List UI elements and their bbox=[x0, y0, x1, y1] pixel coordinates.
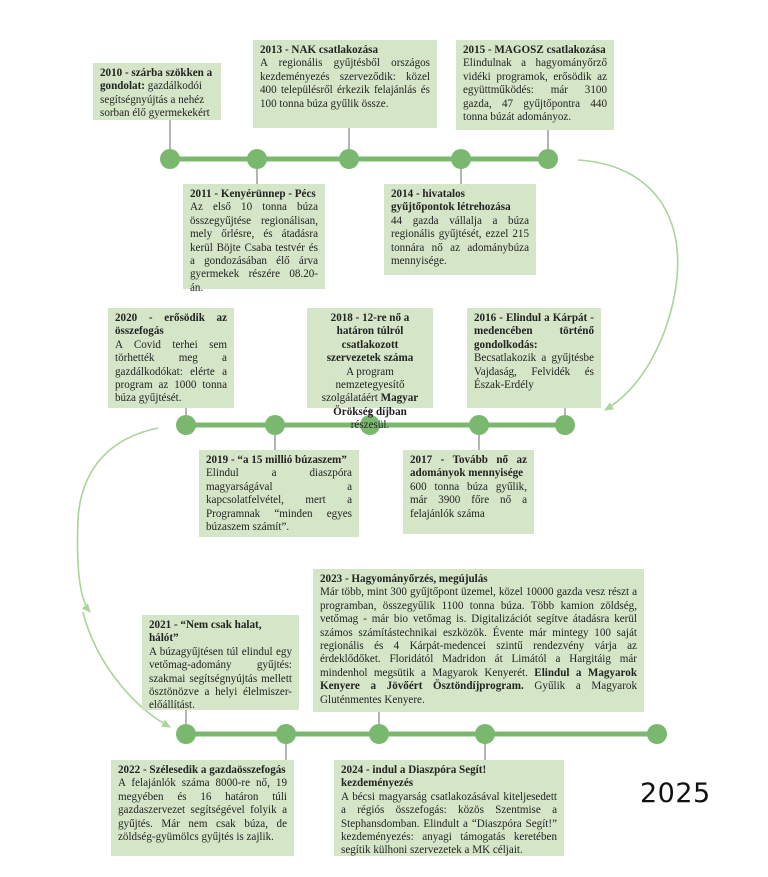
event-2024-title: 2024 - indul a Diaszpóra Segít! kezdeményezés bbox=[341, 764, 487, 790]
event-2018 bbox=[307, 308, 433, 432]
event-2013-title: 2013 - NAK csatlakozása bbox=[260, 44, 379, 56]
event-2014-text: 44 gazda vállalja a búza regionális gyűjtését, ezzel 215 tonnára nő az adománybúza mennyisége. bbox=[391, 214, 529, 268]
event-2017-text: 600 tonna búza gyűlik, már 3900 főre nő a felajánlók száma bbox=[410, 480, 527, 520]
event-2018-text: A program nemzetegyesítő szolgálatáért Magyar Örökség díjban részesül. bbox=[321, 365, 419, 432]
event-2019-text: Elindul a diaszpóra magyarságával a kapcsolatfelvétel, mert a Programnak “minden egyes búzaszem számít”. bbox=[206, 467, 352, 534]
arrow-row2-to-row3 bbox=[78, 428, 159, 612]
event-2017 bbox=[403, 450, 534, 534]
event-2024-text: A bécsi magyarság csatlakozásával kiteljesedett a régiós összefogás: közös Szentmise a Stephansdomban. Elindult a “Diaszpóra Segít!” kezdeményezés: anyagi támogatás keretében segítik külhoni szervezetek a MK céljait. bbox=[341, 790, 557, 857]
event-2023-text: Már több, mint 300 gyűjtőpont üzemel, közel 10000 gazda vesz részt a programban, összegyűlik 1100 tonna búza. Több kamion zöldség, vetőmag - már bio vetőmag is. Digitalizációt segítve átadásra kerül számos számítástechnikai eszközök. Évente már mintegy 100 saját regionális és 4 Kárpát-medencei szintű rendezvény várja az érdeklődőket. Floridától Madridon át Limától a Hargitáig már mindenhol megsütik a Magyarok Kenyerét. Elindul a Magyarok Kenyere a Jövőért Ösztöndíjprogram. Gyűlik a Magyarok Gluténmentes Kenyere. bbox=[320, 586, 638, 706]
event-2021 bbox=[142, 615, 299, 710]
milestone-2011 bbox=[247, 149, 267, 169]
milestone-2022 bbox=[276, 724, 296, 744]
final-year-label: 2025 bbox=[640, 778, 711, 809]
milestone-2017 bbox=[469, 415, 489, 435]
event-2011-title: 2011 - Kenyérünnep - Pécs bbox=[190, 188, 316, 200]
event-2021-text: A búzagyűjtésen túl elindul egy vetőmag-adomány gyűjtés: szakmai segítségnyújtás mellett ösztönözve a helyi élelmiszer-előállítást. bbox=[149, 645, 292, 712]
event-2016 bbox=[467, 308, 601, 408]
event-2023 bbox=[313, 569, 644, 712]
milestone-2016 bbox=[555, 415, 575, 435]
event-2013-text: A regionális gyűjtésből országos kezdeményezés szerveződik: közel 400 településről érkezik felajánlás és 100 tonna búza gyűlik össze. bbox=[260, 57, 430, 110]
milestone-2020 bbox=[176, 415, 196, 435]
event-2016-title: 2016 - Elindul a Kárpát -medencében történő gondolkodás: bbox=[474, 312, 594, 351]
event-2010-title: 2010 - szárba szökken a gondolat: bbox=[100, 67, 213, 93]
milestone-2023 bbox=[369, 724, 389, 744]
event-2010 bbox=[93, 63, 221, 120]
milestone-2024 bbox=[475, 724, 495, 744]
milestone-2025 bbox=[647, 724, 667, 744]
event-2015-title: 2015 - MAGOSZ csatlakozása bbox=[463, 44, 606, 56]
event-2023-title: 2023 - Hagyományőrzés, megújulás bbox=[320, 573, 488, 585]
event-2019-title: 2019 - “a 15 millió búzaszem” bbox=[206, 454, 347, 466]
event-2022 bbox=[111, 760, 294, 856]
milestone-2013 bbox=[339, 149, 359, 169]
event-2018-title: 2018 - 12-re nő a határon túlról csatlakozott szervezetek száma bbox=[326, 312, 414, 365]
milestone-2019 bbox=[265, 415, 285, 435]
milestone-2021 bbox=[176, 724, 196, 744]
event-2014 bbox=[384, 184, 536, 275]
event-2011-text: Az első 10 tonna búza összegyűjtése regionálisan, mely őrlésre, és átadásra kerül Böjte Csaba testvér és a gondozásában élő árva gyermekek részére 08.20-án. bbox=[190, 201, 318, 294]
event-2021-title: 2021 - “Nem csak halat, hálót” bbox=[149, 619, 262, 645]
milestone-2015 bbox=[538, 149, 558, 169]
milestone-2014 bbox=[451, 149, 471, 169]
event-2024 bbox=[334, 760, 564, 856]
event-2019 bbox=[199, 450, 359, 537]
event-2016-text: Becsatlakozik a gyűjtésbe Vajdaság, Felvidék és Észak-Erdély bbox=[474, 352, 594, 392]
event-2017-title: 2017 - Tovább nő az adományok mennyisége bbox=[410, 454, 527, 480]
event-2020 bbox=[108, 308, 234, 408]
event-2015-text: Elindulnak a hagyományőrző vidéki programok, erősödik az együttműködés: már 3100 gazda, 47 gyűjtőpontra 440 tonna búzát adományoz. bbox=[463, 57, 607, 124]
event-2014-title: 2014 - hivatalos gyűjtőpontok létrehozása bbox=[391, 188, 511, 214]
event-2022-text: A felajánlók száma 8000-re nő, 19 megyében és 16 határon túli gazdaszervezet segítségével folyik a gyűjtés. Már nem csak búza, de zöldség-gyümölcs gyűjtés is zajlik. bbox=[118, 777, 287, 844]
event-2020-title: 2020 - erősödik az összefogás bbox=[115, 312, 227, 338]
event-2020-text: A Covid terhei sem törhették meg a gazdálkodókat: elérte a program az 1000 tonna búza gyűjtését. bbox=[115, 338, 227, 405]
event-2013 bbox=[253, 40, 437, 128]
event-2011 bbox=[183, 184, 325, 294]
event-2015 bbox=[456, 40, 614, 130]
milestone-2010 bbox=[160, 149, 180, 169]
event-2022-title: 2022 - Szélesedik a gazdaösszefogás bbox=[118, 764, 286, 776]
event-2010-text: gazdálkodói segítségnyújtás a nehéz sorban élő gyermekekért bbox=[100, 80, 210, 120]
